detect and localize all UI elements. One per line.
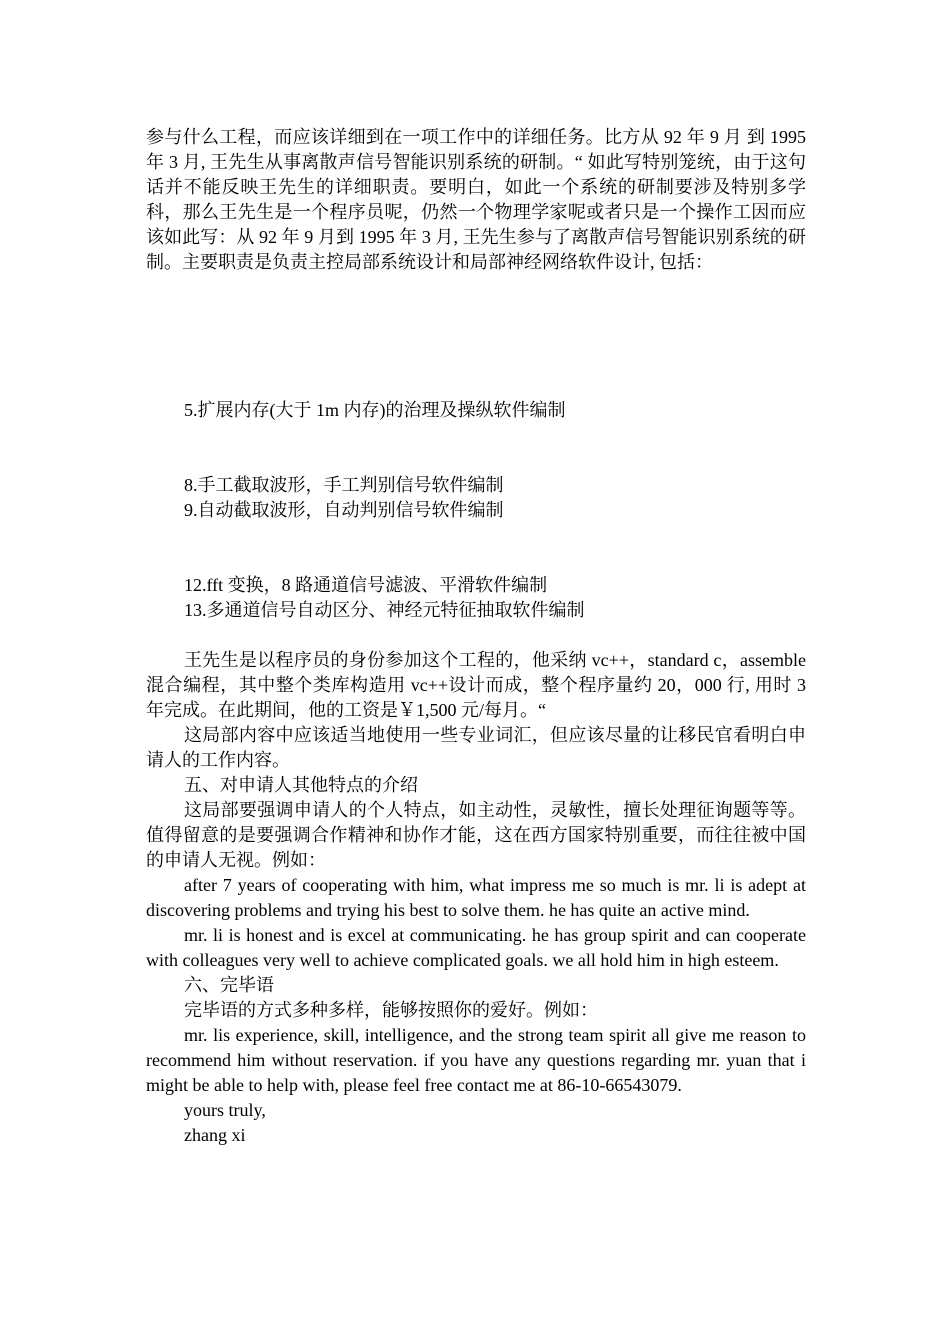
closing-paragraph: 完毕语的方式多种多样，能够按照你的爱好。例如： xyxy=(184,1000,598,1020)
signature: zhang xi xyxy=(184,1125,246,1145)
traits-paragraph: 这局部要强调申请人的个人特点，如主动性，灵敏性，擅长处理征询题等等。值得留意的是要强调合作精神和协作才能，这在西方国家特别重要，而往往被中国的申请人无视。例如： xyxy=(146,800,806,870)
example-paragraph-2: mr. li is honest and is excel at communicating. he has group spirit and can cooperate with colleagues very well to achieve complicated goals. we all hold him in high esteem. xyxy=(146,925,806,970)
section-heading-5: 五、对申请人其他特点的介绍 xyxy=(184,775,418,795)
task-item-8: 8.手工截取波形，手工判别信号软件编制 xyxy=(184,475,504,495)
task-item-9: 9.自动截取波形，自动判别信号软件编制 xyxy=(184,500,504,520)
intro-paragraph: 参与什么工程，而应该详细到在一项工作中的详细任务。比方从 92 年 9 月 到 1995 年 3 月, 王先生从事离散声信号智能识别系统的研制。“ 如此写特别笼统，由于这句话并不能反映王先生的详细职责。要明白，如此一个系统的研制要涉及特别多学科，那么王先生是一个程序员呢，仍然一个物理学家呢或者只是一个操作工因而应该如此写：从 92 年 9 月到 1995 年 3 月, 王先生参与了离散声信号智能识别系统的研制。主要职责是负责主控局部系统设计和局部神经网络软件设计, 包括： xyxy=(146,127,806,272)
sign-off: yours truly, xyxy=(184,1100,266,1120)
task-item-13: 13.多通道信号自动区分、神经元特征抽取软件编制 xyxy=(184,600,585,620)
terminology-paragraph: 这局部内容中应该适当地使用一些专业词汇，但应该尽量的让移民官看明白申请人的工作内容。 xyxy=(146,725,806,770)
example-paragraph-1: after 7 years of cooperating with him, what impress me so much is mr. li is adept at discovering problems and trying his best to solve them. he has quite an active mind. xyxy=(146,875,806,920)
intro-section xyxy=(146,125,806,275)
task-item-12: 12.fft 变换，8 路通道信号滤波、平滑软件编制 xyxy=(184,575,548,595)
body-section xyxy=(146,648,806,1148)
task-item-5: 5.扩展内存(大于 1m 内存)的治理及操纵软件编制 xyxy=(184,400,566,420)
section-heading-6: 六、完毕语 xyxy=(184,975,274,995)
example-paragraph-3: mr. lis experience, skill, intelligence, and the strong team spirit all give me reason to recommend him without reservation. if you have any questions regarding mr. yuan that i might be able to help with, please feel free contact me at 86-10-66543079. xyxy=(146,1025,806,1095)
programmer-paragraph: 王先生是以程序员的身份参加这个工程的，他采纳 vc++，standard c，assemble 混合编程，其中整个类库构造用 vc++设计而成，整个程序量约 20，000 行, 用时 3 年完成。在此期间，他的工资是￥1,500 元/每月。“ xyxy=(146,650,806,720)
